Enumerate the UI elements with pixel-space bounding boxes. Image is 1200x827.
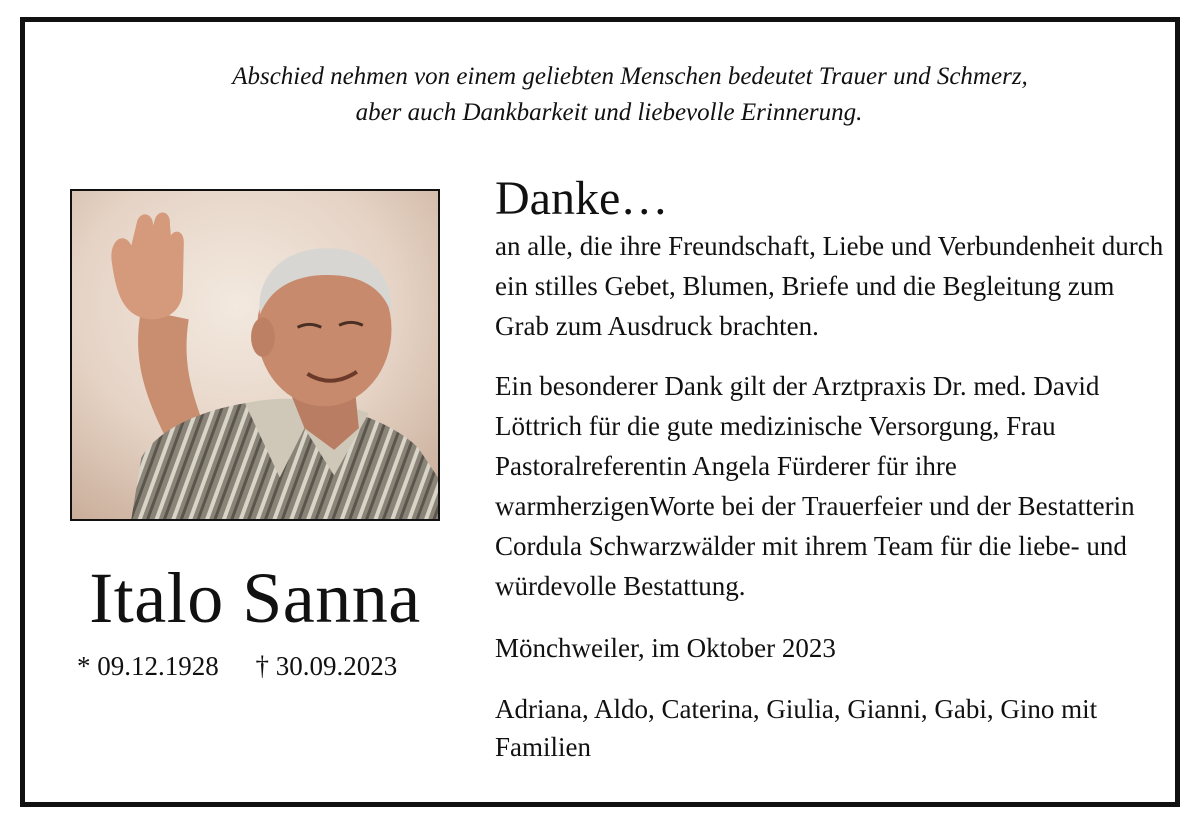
motto-line-1: Abschied nehmen von einem geliebten Menschen bedeutet Trauer und Schmerz, — [232, 63, 1028, 90]
obituary-card — [20, 17, 1180, 807]
signature: Adriana, Aldo, Caterina, Giulia, Gianni, Gabi, Gino mit Familien — [495, 694, 1098, 762]
thanks-section — [495, 172, 1165, 766]
death-date: † 30.09.2023 — [255, 651, 398, 681]
motto — [25, 59, 1175, 131]
birth-date: * 09.12.1928 — [77, 651, 219, 681]
deceased-name: Italo Sanna — [89, 558, 421, 638]
thanks-paragraph-2: Ein besonderer Dank gilt der Arztpraxis Dr. med. David Löttrich für die gute medizinische Versorgung, Frau Pastoralreferentin Angela Fürderer für ihre warmherzigenWorte bei der Trauerfeier und der Bestatterin Cordula Schwarzwälder mit ihrem Team für die liebe- und würdevolle Bestattung. — [495, 371, 1135, 601]
portrait-illustration — [72, 191, 438, 519]
place-and-date: Mönchweiler, im Oktober 2023 — [495, 633, 836, 663]
portrait-photo — [70, 189, 440, 521]
thanks-heading: Danke… — [495, 172, 669, 225]
life-dates — [77, 649, 397, 683]
motto-line-2: aber auch Dankbarkeit und liebevolle Erinnerung. — [355, 99, 863, 126]
thanks-paragraph-1: an alle, die ihre Freundschaft, Liebe und Verbundenheit durch ein stilles Gebet, Blumen, Briefe und die Begleitung zum Grab zum Ausdruck brachten. — [495, 231, 1164, 341]
